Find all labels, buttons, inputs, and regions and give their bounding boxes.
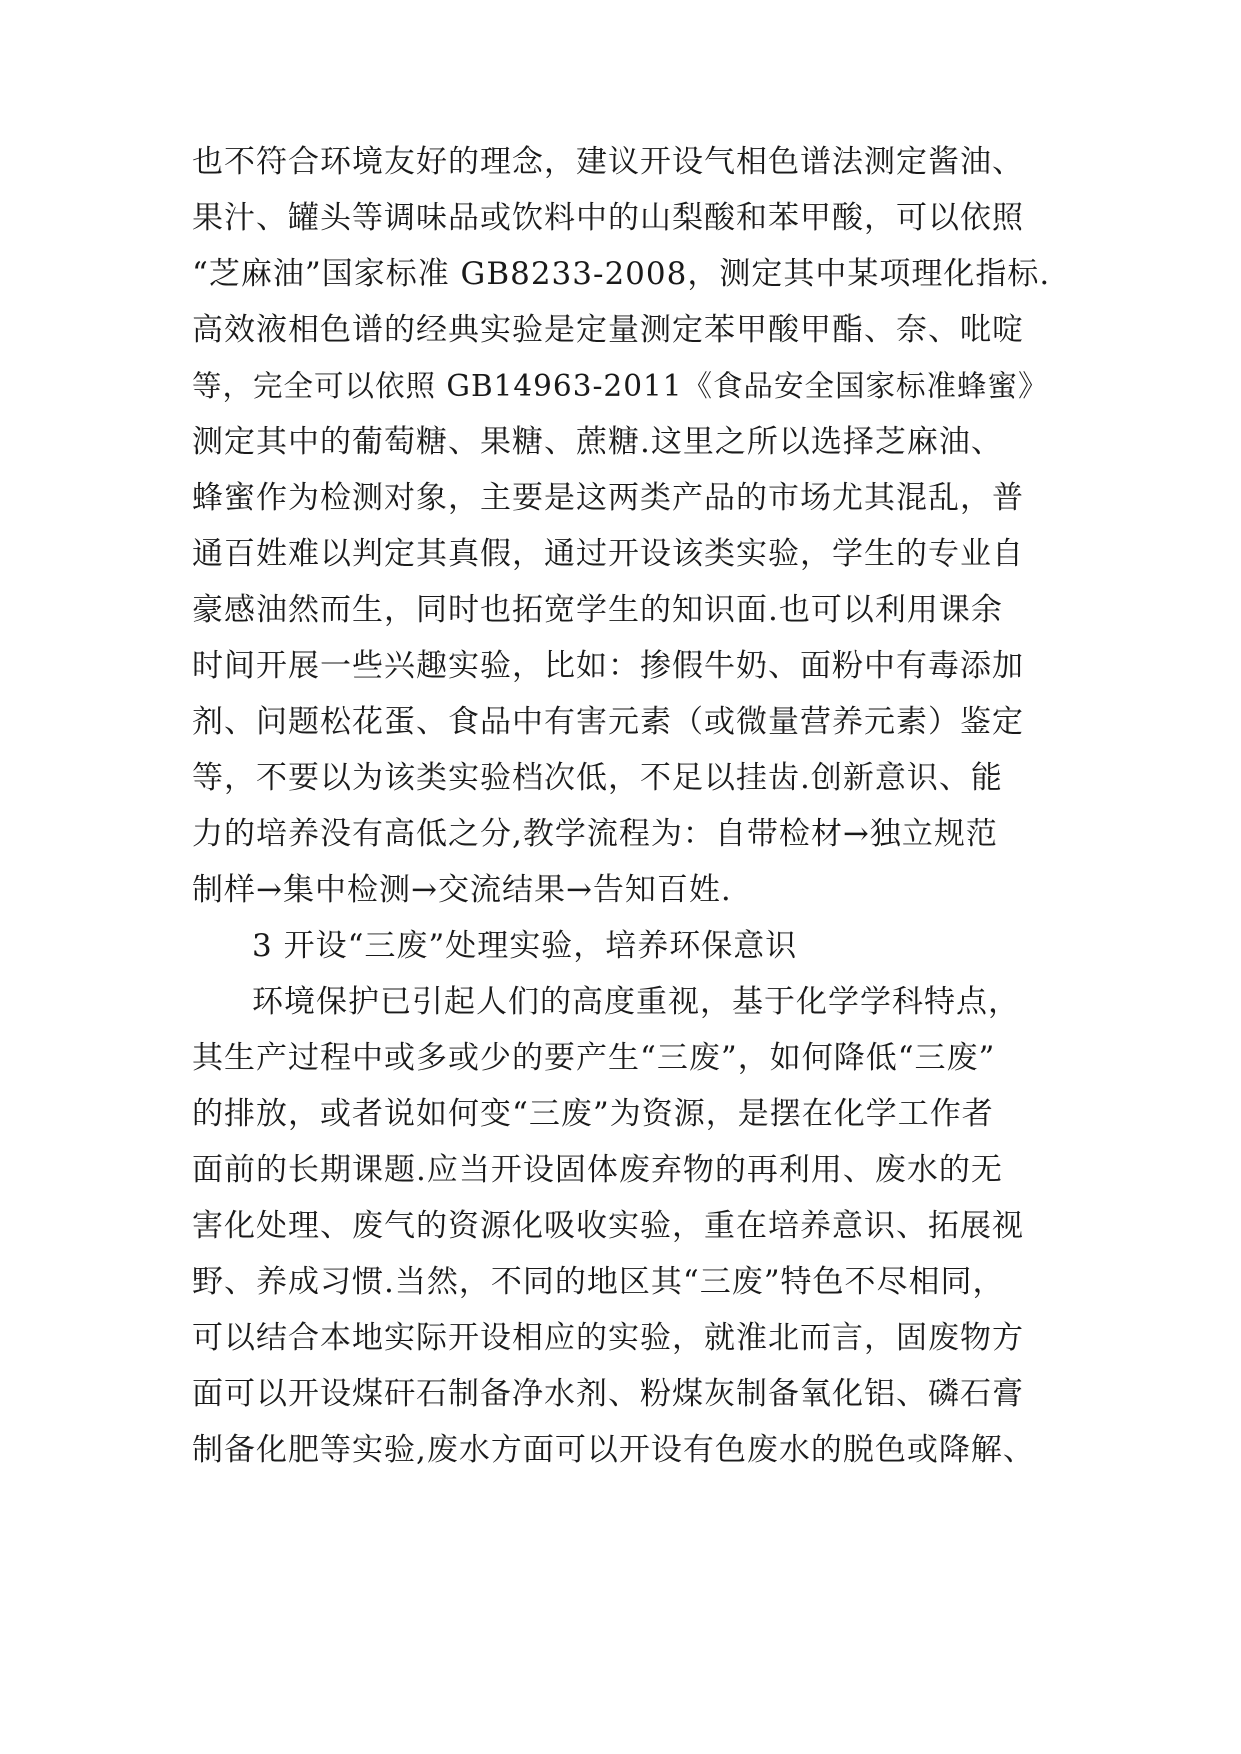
text-line: 时间开展一些兴趣实验，比如：掺假牛奶、面粉中有毒添加: [192, 648, 1024, 684]
text-line: 害化处理、废气的资源化吸收实验，重在培养意识、拓展视: [192, 1208, 1024, 1244]
text-line: 高效液相色谱的经典实验是定量测定苯甲酸甲酯、奈、吡啶: [192, 312, 1024, 348]
paragraph-first-line: 环境保护已引起人们的高度重视，基于化学学科特点，: [252, 984, 1020, 1020]
text-line: 的排放，或者说如何变“三废”为资源，是摆在化学工作者: [192, 1096, 994, 1132]
text-line: 面前的长期课题.应当开设固体废弃物的再利用、废水的无: [192, 1152, 1003, 1188]
text-line: 剂、问题松花蛋、食品中有害元素（或微量营养元素）鉴定: [192, 704, 1024, 740]
text-line: 豪感油然而生，同时也拓宽学生的知识面.也可以利用课余: [192, 592, 1003, 628]
text-line: 果汁、罐头等调味品或饮料中的山梨酸和苯甲酸，可以依照: [192, 200, 1024, 236]
text-line: 制备化肥等实验,废水方面可以开设有色废水的脱色或降解、: [192, 1432, 1035, 1468]
section-heading: 3 开设“三废”处理实验，培养环保意识: [252, 928, 798, 964]
text-line: 野、养成习惯.当然，不同的地区其“三废”特色不尽相同，: [192, 1264, 1005, 1300]
text-line: 也不符合环境友好的理念，建议开设气相色谱法测定酱油、: [192, 144, 1024, 180]
text-line: 通百姓难以判定其真假，通过开设该类实验，学生的专业自: [192, 536, 1024, 572]
text-line: 可以结合本地实际开设相应的实验，就淮北而言，固废物方: [192, 1320, 1024, 1356]
text-line: 制样→集中检测→交流结果→告知百姓.: [192, 872, 732, 908]
text-line: “芝麻油”国家标准 GB8233-2008，测定其中某项理化指标.: [192, 256, 1051, 292]
text-line: 蜂蜜作为检测对象，主要是这两类产品的市场尤其混乱，普: [192, 480, 1024, 516]
text-line: 力的培养没有高低之分,教学流程为：自带检材→独立规范: [192, 816, 998, 852]
text-line: 其生产过程中或多或少的要产生“三废”，如何降低“三废”: [192, 1040, 996, 1076]
text-line: 等，完全可以依照 GB14963-2011《食品安全国家标准蜂蜜》: [192, 369, 1049, 403]
text-line: 测定其中的葡萄糖、果糖、蔗糖.这里之所以选择芝麻油、: [192, 424, 1003, 460]
text-line: 等，不要以为该类实验档次低，不足以挂齿.创新意识、能: [192, 760, 1003, 796]
text-line: 面可以开设煤矸石制备净水剂、粉煤灰制备氧化铝、磷石膏: [192, 1376, 1024, 1412]
